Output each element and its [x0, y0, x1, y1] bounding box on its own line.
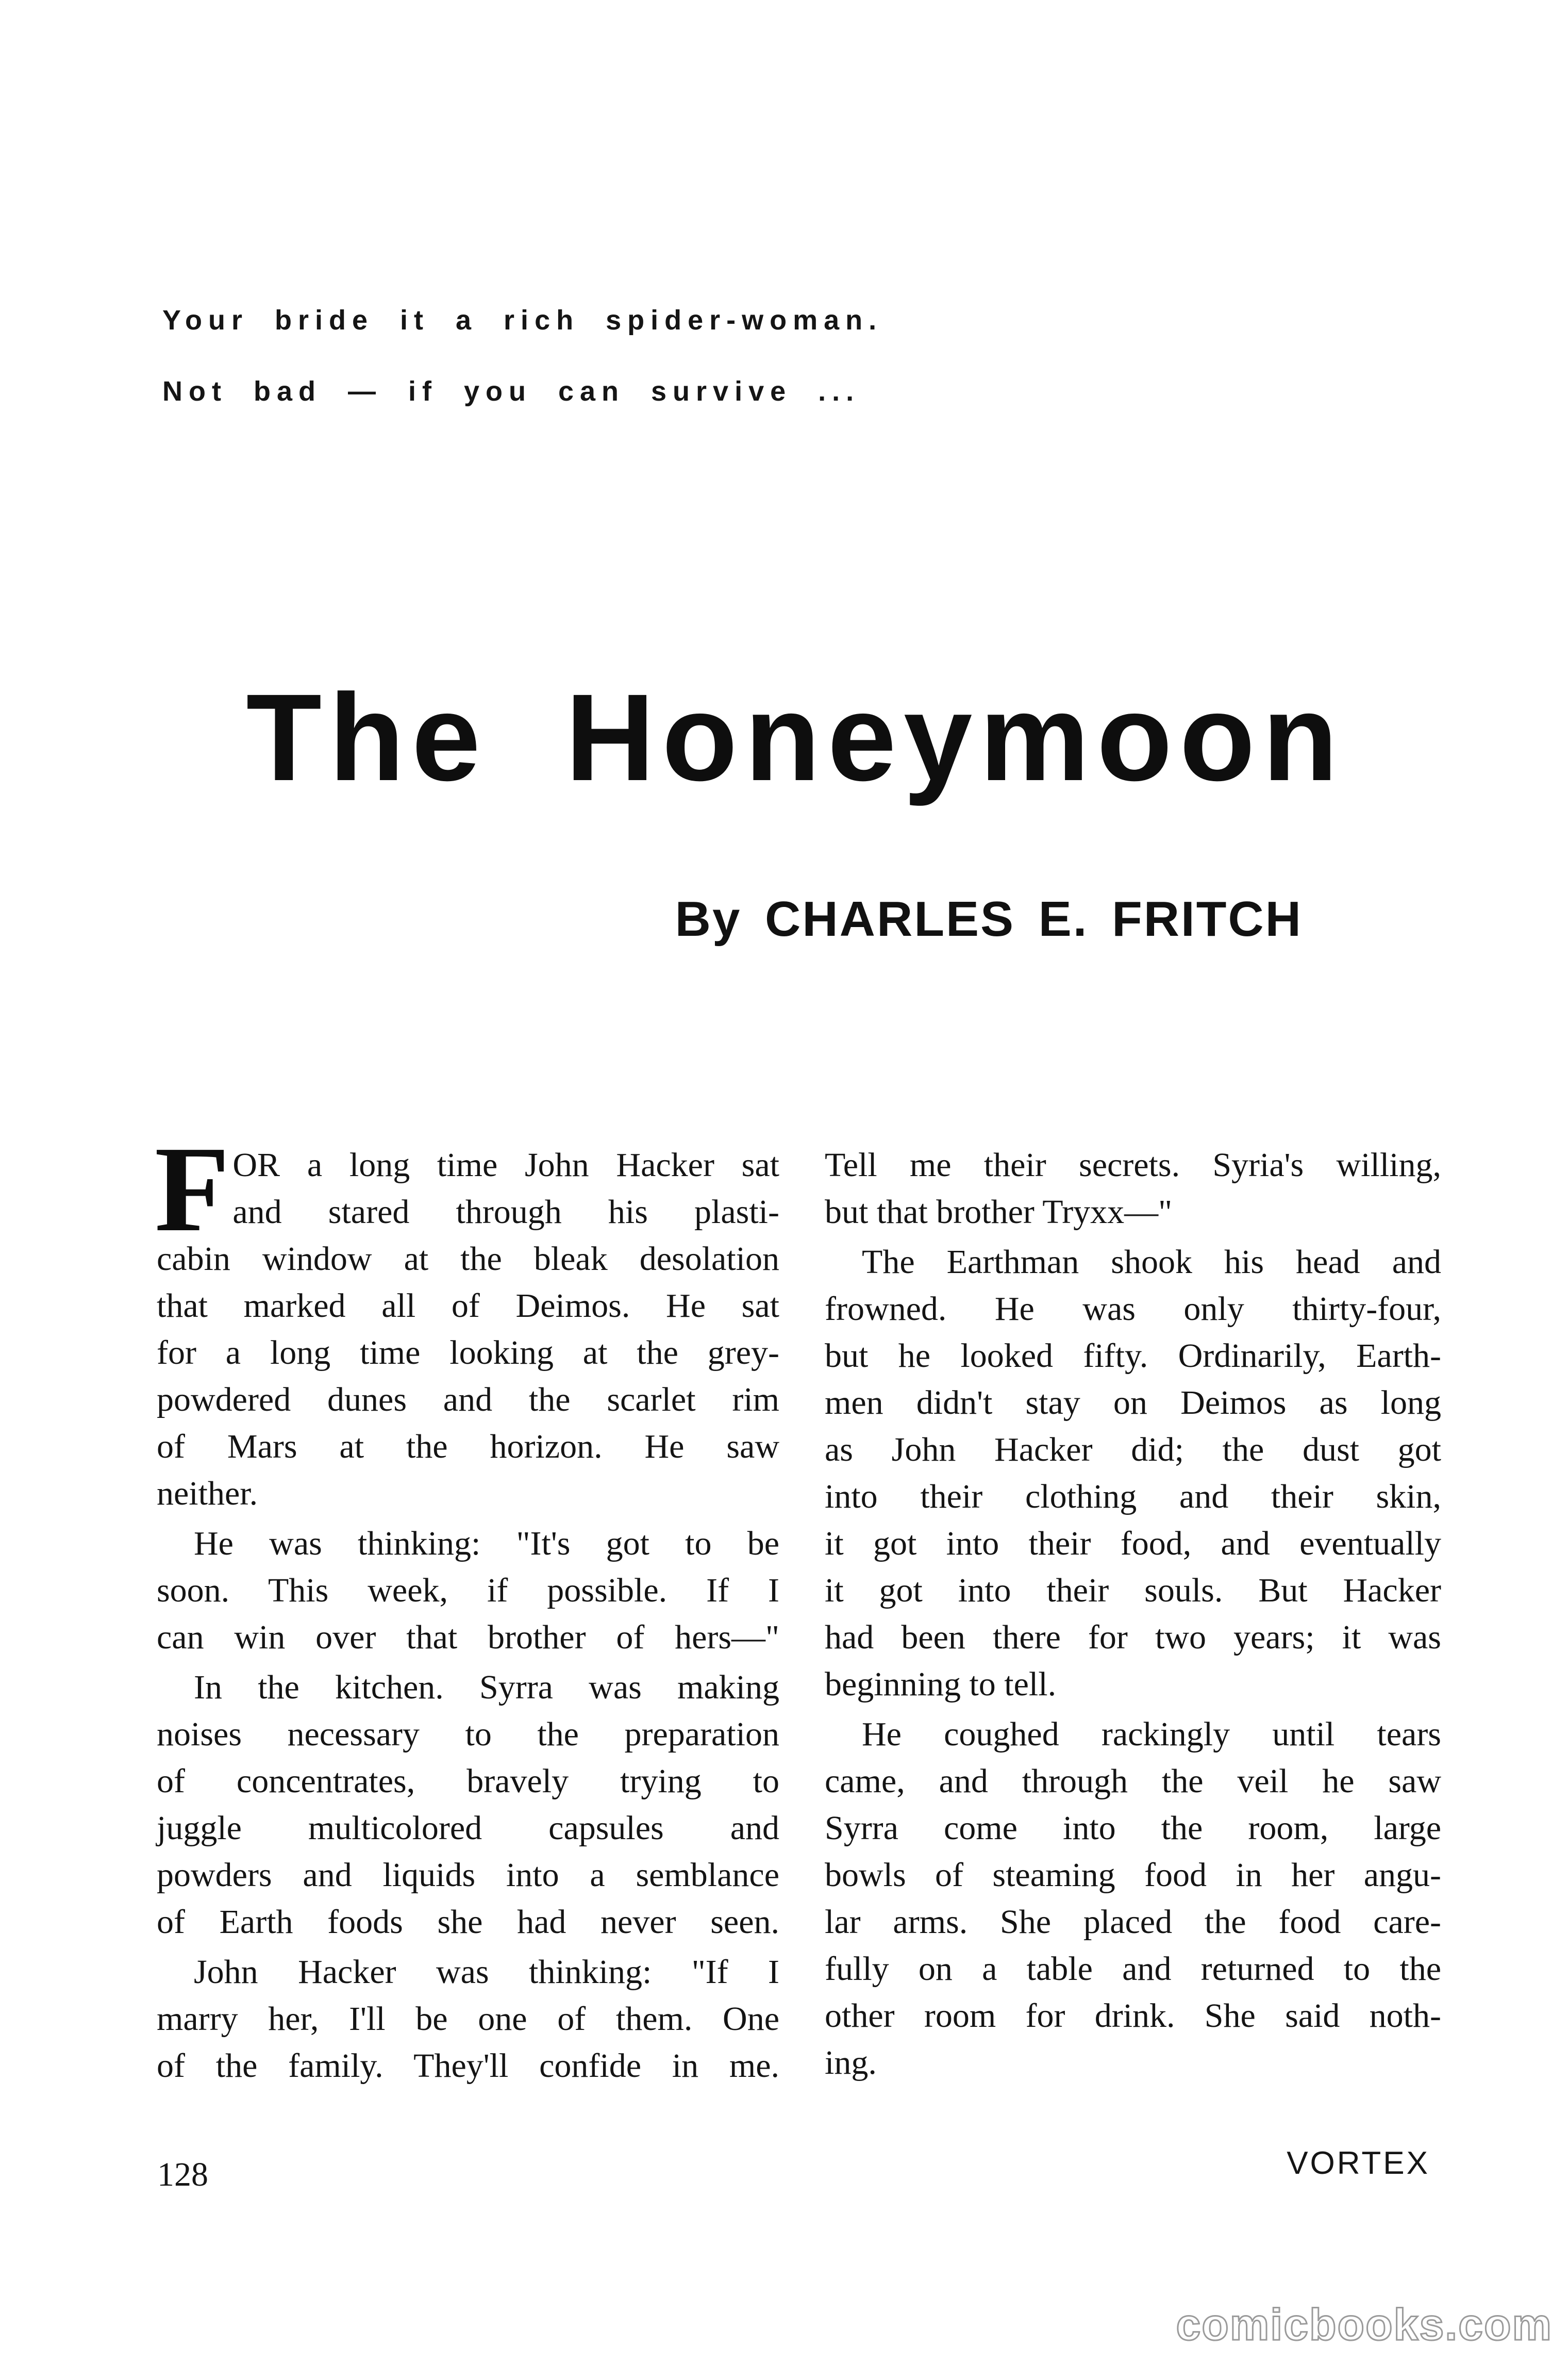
drop-cap: F: [155, 1121, 230, 1257]
byline: By CHARLES E. FRITCH: [675, 891, 1303, 947]
text-line: He coughed rackingly until tears: [862, 1715, 1441, 1753]
text-line: powdered dunes and the scarlet rim: [157, 1381, 779, 1418]
text-line: of the family. They'll confide in me.: [157, 2047, 779, 2085]
text-line: can win over that brother of hers—": [157, 1618, 779, 1656]
text-line: into their clothing and their skin,: [825, 1478, 1441, 1515]
text-line: it got into their souls. But Hacker: [825, 1572, 1441, 1609]
left-column: [155, 1121, 779, 2089]
text-line: as John Hacker did; the dust got: [825, 1431, 1441, 1468]
text-line: bowls of steaming food in her angu-: [825, 1856, 1441, 1894]
text-line: of concentrates, bravely trying to: [157, 1762, 779, 1800]
text-line: and stared through his plasti-: [232, 1193, 779, 1231]
watermark-logo: comicbooks.com: [1176, 2300, 1553, 2350]
text-line: powders and liquids into a semblance: [157, 1856, 779, 1894]
text-line: other room for drink. She said noth-: [825, 1997, 1441, 2035]
tagline-line-1: Your bride it a rich spider-woman.: [162, 305, 883, 336]
text-line: fully on a table and returned to the: [825, 1950, 1441, 1988]
magazine-name: VORTEX: [1287, 2145, 1430, 2181]
text-line: ing.: [825, 2044, 877, 2081]
text-line: of Mars at the horizon. He saw: [157, 1428, 779, 1465]
text-line: lar arms. She placed the food care-: [825, 1903, 1441, 1941]
story-title: The Honeymoon: [246, 668, 1345, 806]
text-line: John Hacker was thinking: "If I: [194, 1953, 779, 1991]
text-line: but he looked fifty. Ordinarily, Earth-: [825, 1337, 1441, 1375]
text-line: for a long time looking at the grey-: [157, 1334, 779, 1372]
left-column-lines: [155, 1121, 779, 2089]
text-line: The Earthman shook his head and: [862, 1243, 1441, 1281]
page-number: 128: [157, 2156, 208, 2193]
text-line: that marked all of Deimos. He sat: [157, 1287, 779, 1325]
text-line: juggle multicolored capsules and: [157, 1809, 779, 1847]
text-line: neither.: [157, 1475, 258, 1512]
text-line: of Earth foods she had never seen.: [157, 1903, 779, 1941]
text-line: In the kitchen. Syrra was making: [194, 1668, 779, 1706]
text-line: but that brother Tryxx—": [825, 1193, 1173, 1231]
right-column-lines: [825, 1142, 1441, 2086]
text-line: marry her, I'll be one of them. One: [157, 2000, 779, 2038]
text-line: beginning to tell.: [825, 1665, 1057, 1703]
text-line: soon. This week, if possible. If I: [157, 1572, 779, 1609]
text-line: Syrra come into the room, large: [825, 1809, 1441, 1847]
text-line: frowned. He was only thirty-four,: [825, 1290, 1441, 1328]
text-line: men didn't stay on Deimos as long: [825, 1384, 1441, 1422]
tagline-line-2: Not bad — if you can survive ...: [162, 376, 860, 407]
text-line: OR a long time John Hacker sat: [232, 1146, 779, 1184]
right-column: [825, 1142, 1441, 2086]
text-line: noises necessary to the preparation: [157, 1715, 779, 1753]
text-line: He was thinking: "It's got to be: [194, 1525, 779, 1562]
text-line: cabin window at the bleak desolation: [157, 1240, 779, 1278]
text-line: Tell me their secrets. Syria's willing,: [825, 1146, 1441, 1184]
text-line: it got into their food, and eventually: [825, 1525, 1441, 1562]
text-line: had been there for two years; it was: [825, 1618, 1441, 1656]
text-line: came, and through the veil he saw: [825, 1762, 1441, 1800]
